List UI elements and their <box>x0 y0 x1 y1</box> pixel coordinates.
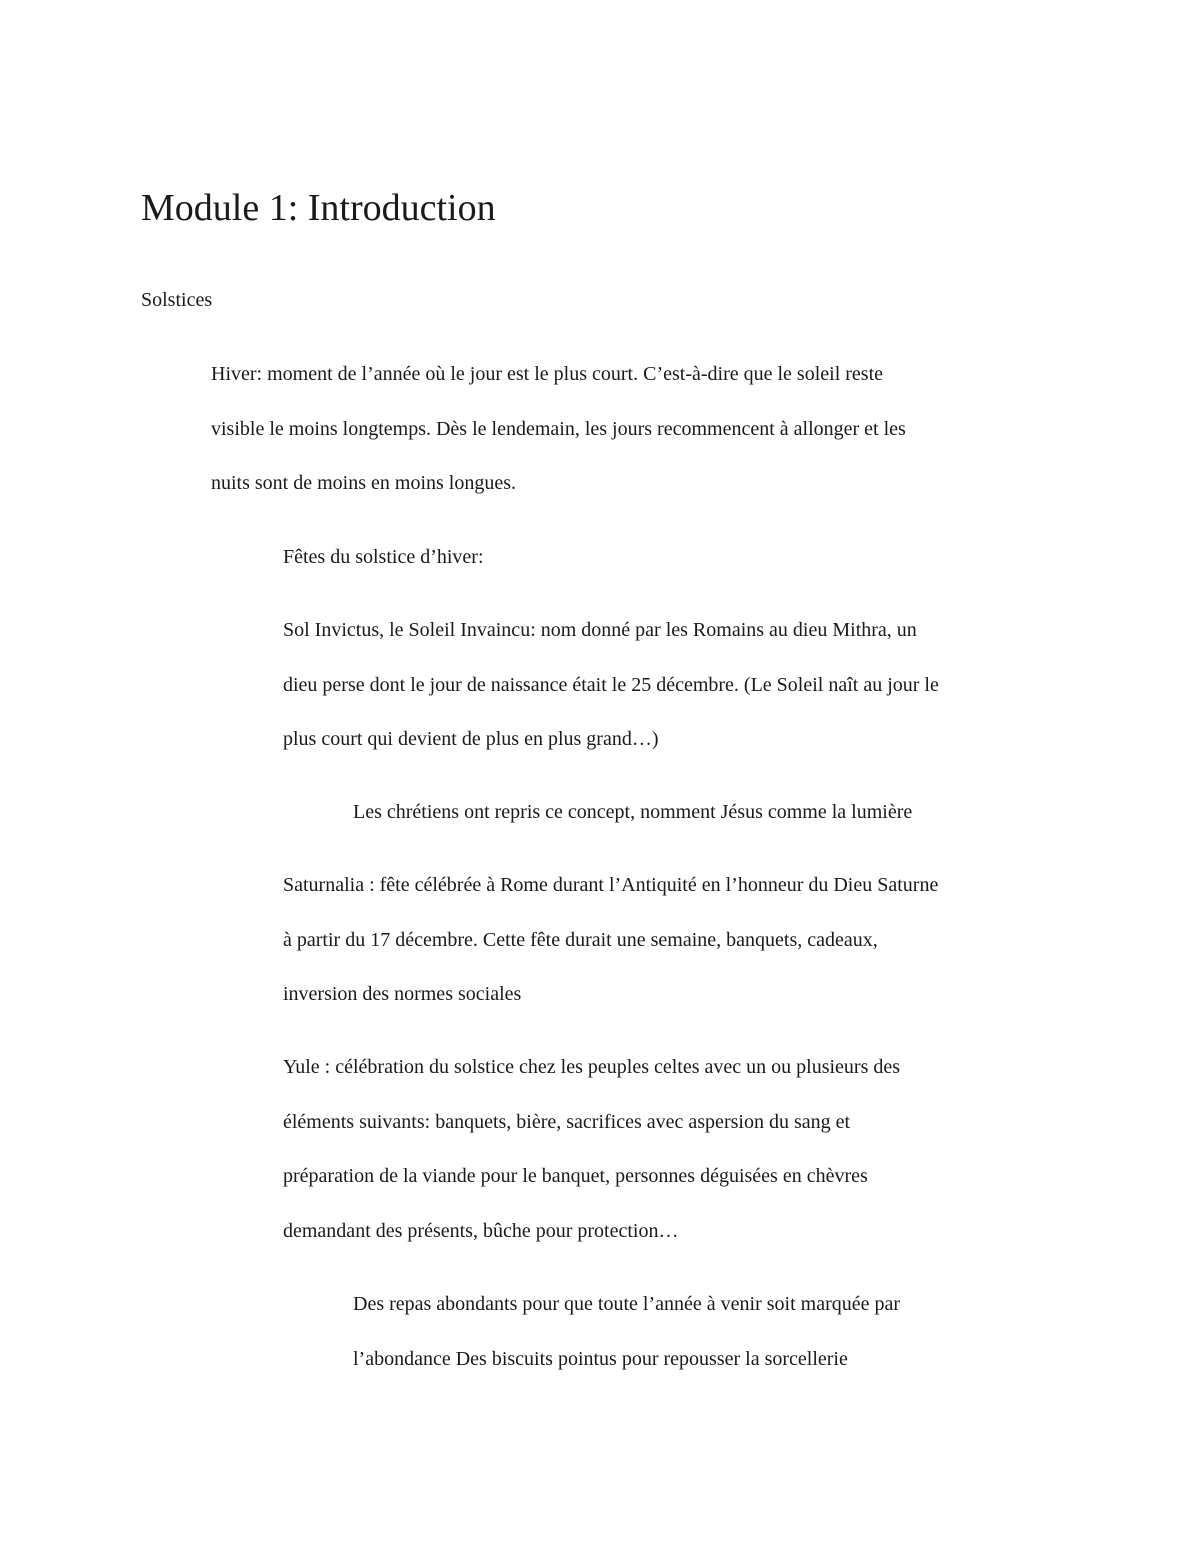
text-line: dieu perse dont le jour de naissance était le 25 décembre. (Le Soleil naît au jour le <box>283 673 939 696</box>
text-line: l’abondance Des biscuits pointus pour repousser la sorcellerie <box>353 1347 848 1370</box>
text-line: Yule : célébration du solstice chez les peuples celtes avec un ou plusieurs des <box>283 1056 901 1078</box>
paragraph-sol-invictus <box>283 603 1073 767</box>
text-line: plus court qui devient de plus en plus grand…) <box>283 728 659 750</box>
text-line: Saturnalia : fête célébrée à Rome durant l’Antiquité en l’honneur du Dieu Saturne <box>283 874 939 896</box>
text-line: éléments suivants: banquets, bière, sacrifices avec aspersion du sang et <box>283 1110 851 1133</box>
paragraph-hiver <box>211 347 1071 511</box>
paragraph-yule <box>283 1040 1073 1258</box>
paragraph-repas <box>353 1277 1073 1386</box>
text-line: à partir du 17 décembre. Cette fête durait une semaine, banquets, cadeaux, <box>283 928 878 951</box>
text-line: demandant des présents, bûche pour protection… <box>283 1219 679 1242</box>
text-line: Les chrétiens ont repris ce concept, nomment Jésus comme la lumière <box>353 801 913 823</box>
text-line: visible le moins longtemps. Dès le lendemain, les jours recommencent à allonger et les <box>211 417 906 440</box>
page-title: Module 1: Introduction <box>141 187 496 229</box>
paragraph-chretiens <box>353 785 1073 840</box>
section-heading: Solstices <box>141 289 213 311</box>
text-line: inversion des normes sociales <box>283 983 522 1005</box>
text-line: Sol Invictus, le Soleil Invaincu: nom donné par les Romains au dieu Mithra, un <box>283 619 917 641</box>
text-line: nuits sont de moins en moins longues. <box>211 472 516 494</box>
paragraph-fetes-heading <box>283 530 1073 585</box>
text-line: préparation de la viande pour le banquet, personnes déguisées en chèvres <box>283 1165 868 1187</box>
text-line: Hiver: moment de l’année où le jour est le plus court. C’est-à-dire que le soleil reste <box>211 363 884 385</box>
text-line: Fêtes du solstice d’hiver: <box>283 546 484 568</box>
text-line: Des repas abondants pour que toute l’année à venir soit marquée par <box>353 1293 901 1315</box>
paragraph-saturnalia <box>283 858 1073 1022</box>
